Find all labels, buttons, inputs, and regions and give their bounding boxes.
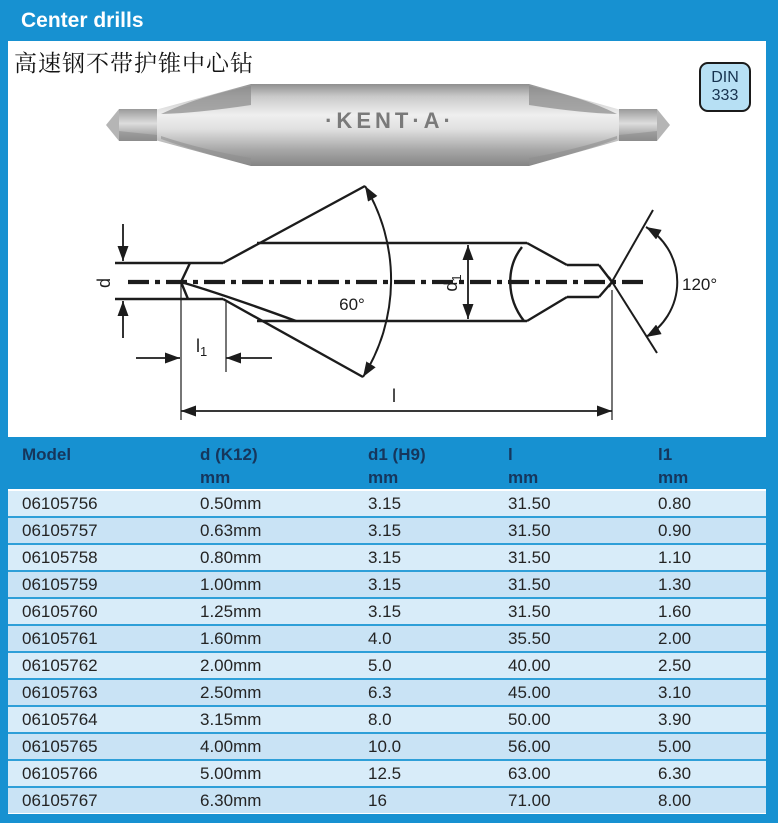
table-cell: 56.00 — [508, 736, 551, 756]
table-cell: 3.15 — [368, 547, 402, 567]
table-row — [8, 651, 766, 678]
table-row — [8, 786, 766, 813]
table-cell: 06105757 — [22, 520, 98, 540]
table-cell: 4.0 — [368, 628, 392, 648]
product-photo — [103, 82, 673, 168]
table-cell: 31.50 — [508, 574, 551, 594]
label-angle-120: 120° — [682, 275, 718, 294]
angle-120-line-bottom — [609, 277, 657, 353]
table-cell: 06105756 — [22, 493, 98, 513]
table-body — [8, 489, 766, 813]
table-cell: 6.30 — [658, 763, 692, 783]
table-cell: 3.15 — [368, 493, 402, 513]
table-cell: 0.63mm — [200, 520, 262, 540]
page-title-band — [0, 0, 778, 41]
table-cell: 35.50 — [508, 628, 551, 648]
table-cell: 06105759 — [22, 574, 98, 594]
table-cell: 06105766 — [22, 763, 98, 783]
page-title: Center drills — [21, 8, 144, 32]
table-cell: 5.00mm — [200, 763, 262, 783]
taper-right-top — [527, 243, 567, 265]
table-cell: 1.30 — [658, 574, 692, 594]
table-row — [8, 732, 766, 759]
table-header-cell: l1 mm — [658, 445, 689, 487]
table-cell: 8.00 — [658, 790, 692, 810]
drill-tip-left — [106, 109, 119, 141]
table-cell: 06105761 — [22, 628, 98, 648]
table-cell: 06105760 — [22, 601, 98, 621]
flare-line-top — [223, 186, 365, 263]
table-header-cell: d (K12) mm — [200, 445, 258, 487]
flute-curve-left — [181, 282, 296, 321]
table-cell: 3.90 — [658, 709, 692, 729]
table-cell: 0.50mm — [200, 493, 262, 513]
table-cell: 1.00mm — [200, 574, 262, 594]
table-cell: 16 — [368, 790, 387, 810]
table-row — [8, 543, 766, 570]
table-cell: 0.80mm — [200, 547, 262, 567]
table-cell: 06105758 — [22, 547, 98, 567]
table-cell: 50.00 — [508, 709, 551, 729]
taper-right-bottom — [527, 297, 567, 321]
table-cell: 31.50 — [508, 520, 551, 540]
table-cell: 2.00 — [658, 628, 692, 648]
angle-120-line-top — [609, 210, 653, 287]
table-row — [8, 597, 766, 624]
table-cell: 45.00 — [508, 682, 551, 702]
table-header — [8, 437, 766, 489]
table-cell: 0.90 — [658, 520, 692, 540]
table-cell: 63.00 — [508, 763, 551, 783]
din-badge-line1: DIN — [711, 69, 739, 87]
table-cell: 06105764 — [22, 709, 98, 729]
page-frame-bottom — [0, 814, 778, 823]
table-cell: 40.00 — [508, 655, 551, 675]
table-cell: 5.00 — [658, 736, 692, 756]
table-header-cell: l mm — [508, 445, 539, 487]
subtitle-chinese: 高速钢不带护锥中心钻 — [14, 50, 254, 76]
table-row — [8, 624, 766, 651]
size-table — [8, 437, 766, 813]
table-cell: 0.80 — [658, 493, 692, 513]
table-header-cell: d1 (H9) mm — [368, 445, 426, 487]
label-d: d — [94, 277, 114, 289]
table-cell: 06105765 — [22, 736, 98, 756]
table-cell: 2.50mm — [200, 682, 262, 702]
table-cell: 31.50 — [508, 547, 551, 567]
table-cell: 3.15mm — [200, 709, 262, 729]
angle-120-arc — [646, 227, 677, 337]
table-cell: 06105762 — [22, 655, 98, 675]
table-row — [8, 678, 766, 705]
table-cell: 8.0 — [368, 709, 392, 729]
table-cell: 6.30mm — [200, 790, 262, 810]
din-standard-badge — [699, 62, 751, 112]
table-cell: 06105767 — [22, 790, 98, 810]
dimension-diagram — [0, 160, 778, 430]
table-cell: 2.00mm — [200, 655, 262, 675]
table-cell: 3.15 — [368, 601, 402, 621]
table-cell: 1.10 — [658, 547, 692, 567]
table-cell: 4.00mm — [200, 736, 262, 756]
table-cell: 5.0 — [368, 655, 392, 675]
table-row — [8, 516, 766, 543]
brand-stamp: ·KENT·A· — [325, 108, 455, 133]
table-cell: 3.15 — [368, 574, 402, 594]
table-cell: 2.50 — [658, 655, 692, 675]
table-cell: 1.60mm — [200, 628, 262, 648]
table-header-cell: Model — [22, 445, 72, 464]
table-row — [8, 759, 766, 786]
table-cell: 12.5 — [368, 763, 402, 783]
label-d1: $d_1$ — [441, 274, 464, 292]
table-cell: 31.50 — [508, 493, 551, 513]
table-cell: 71.00 — [508, 790, 551, 810]
table-cell: 1.25mm — [200, 601, 262, 621]
drill-tip-right — [657, 109, 670, 141]
label-angle-60: 60° — [339, 295, 365, 314]
table-cell: 3.10 — [658, 682, 692, 702]
table-row — [8, 570, 766, 597]
table-cell: 06105763 — [22, 682, 98, 702]
table-cell: 10.0 — [368, 736, 402, 756]
din-badge-line2: 333 — [711, 87, 739, 104]
label-l1: $l_1$ — [196, 336, 208, 359]
table-cell: 3.15 — [368, 520, 402, 540]
label-l: l — [392, 386, 396, 406]
table-cell: 1.60 — [658, 601, 692, 621]
table-row — [8, 705, 766, 732]
table-row — [8, 489, 766, 516]
table-cell: 6.3 — [368, 682, 392, 702]
table-cell: 31.50 — [508, 601, 551, 621]
